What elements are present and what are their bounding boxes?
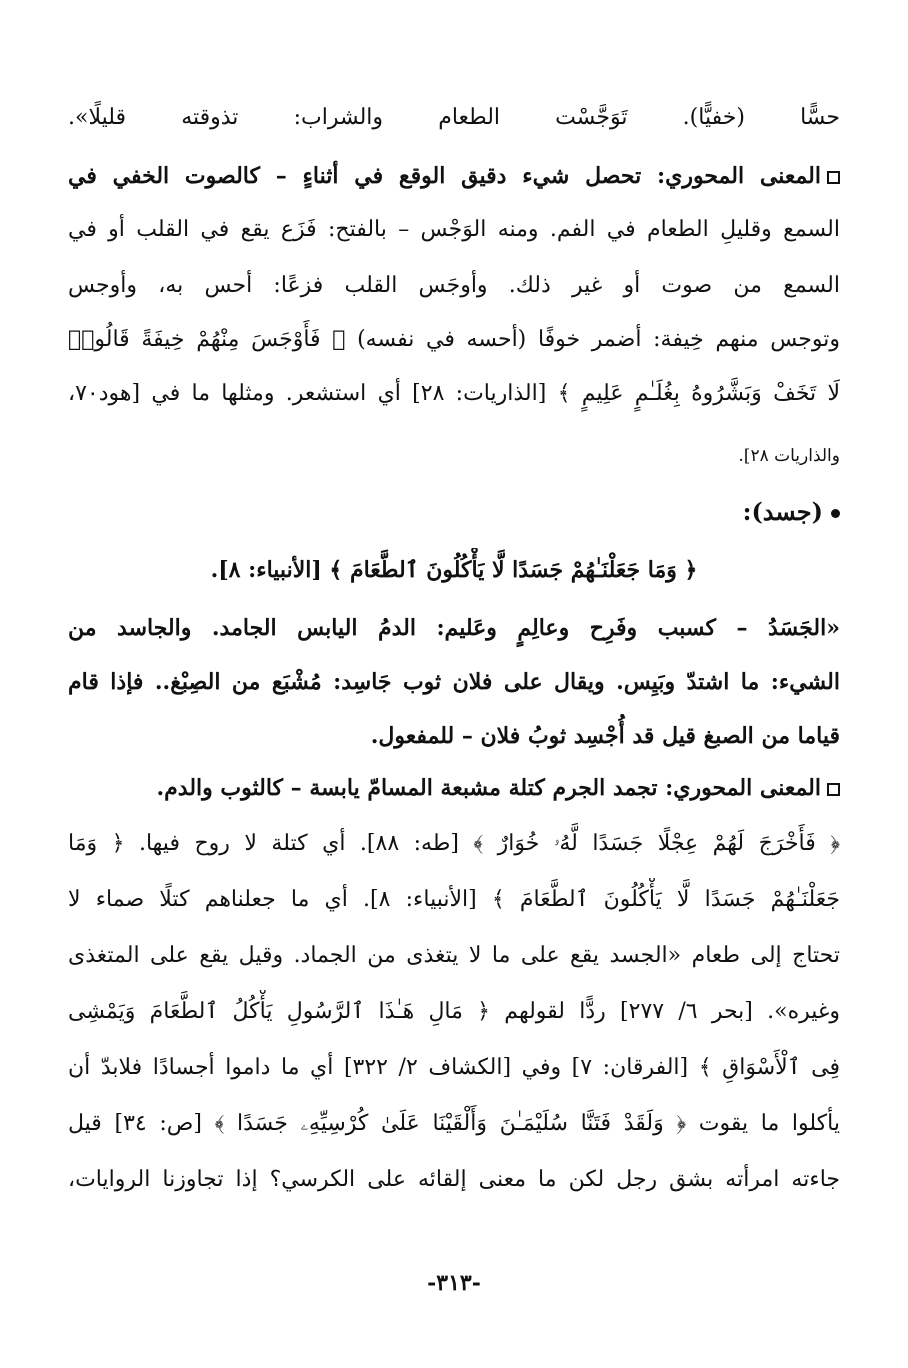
text-line: جاءته امرأته بشق رجل لكن ما معنى إلقائه على الكرسي؟ إذا تجاوزنا الروايات، (68, 1167, 840, 1192)
entry-heading: (جسد): (68, 490, 840, 534)
text-line: والذاريات ٢٨]. (738, 446, 840, 466)
text-line: السمع من صوت أو غير ذلك. وأوجَس القلب فزعًا: أحس به، وأوجس (68, 273, 840, 298)
quran-verse-heading: ﴿ وَمَا جَعَلْنَـٰهُمْ جَسَدًا لَّا يَأْكُلُونَ ٱلطَّعَامَ ﴾ [الأنبياء: ٨]. (210, 557, 698, 583)
text-line: جَعَلْنَـٰهُمْ جَسَدًا لَّا يَأْكُلُونَ ٱلطَّعَامَ ﴾ [الأنبياء: ٨]. أي ما جعلناهم كتلًا صماء لا (68, 887, 840, 912)
text-line: وتوجس منهم خِيفة: أضمر خوفًا (أحسه في نفسه) ﴿ فَأَوْجَسَ مِنْهُمْ خِيفَةً قَالُوا۟ (68, 327, 840, 352)
text-line: تحتاج إلى طعام «الجسد يقع على ما لا يتغذى من الجماد. وقيل يقع على المتغذى (68, 943, 840, 968)
text-line: الشيء: ما اشتدّ وبَيِس. ويقال على فلان ثوب جَاسِد: مُشْبَع من الصِبْغ.. فإذا قام (68, 669, 840, 695)
text-line: فِى ٱلْأَسْوَاقِ ﴾ [الفرقان: ٧] وفي [الكشاف ٢/ ٣٢٢] أي ما داموا أجسادًا فلابدّ أن (68, 1055, 840, 1080)
text-line: قياما من الصبغ قيل قد أُجْسِد ثوبُ فلان – للمفعول. (370, 723, 840, 749)
bullet-icon (831, 509, 840, 518)
square-marker-icon (827, 171, 840, 184)
paragraph-meaning-1: المعنى المحوري: تحصل شيء دقيق الوقع في أثناءٍ – كالصوت الخفي في (68, 154, 840, 198)
paragraph-meaning-2: المعنى المحوري: تجمد الجرم كتلة مشبعة المسامّ يابسة – كالثوب والدم. (68, 766, 840, 810)
page-number: -٣١٣- (427, 1270, 481, 1296)
text-line: يأكلوا ما يقوت ﴿ وَلَقَدْ فَتَنَّا سُلَيْمَـٰنَ وَأَلْقَيْنَا عَلَىٰ كُرْسِيِّهِۦ جَسَدًا ﴾ [ص: ٣٤] قيل (68, 1111, 840, 1136)
text-line: لَا تَخَفْ وَبَشَّرُوهُ بِغُلَـٰمٍ عَلِيمٍ ﴾ [الذاريات: ٢٨] أي استشعر. ومثلها ما في [هود٧٠، (68, 381, 840, 406)
square-marker-icon (827, 783, 840, 796)
text-line: ﴿ فَأَخْرَجَ لَهُمْ عِجْلًا جَسَدًا لَّهُۥ خُوَارٌ ﴾ [طه: ٨٨]. أي كتلة لا روح فيها. ﴿ وَمَا (68, 831, 840, 856)
text-line: السمع وقليلِ الطعام في الفم. ومنه الوَجْس – بالفتح: فَزَع يقع في القلب أو في (68, 217, 840, 242)
text-line: وغيره». [بحر ٦/ ٢٧٧] ردًّا لقولهم ﴿ مَالِ هَـٰذَا ٱلرَّسُولِ يَأْكُلُ ٱلطَّعَامَ وَيَمْشِى (68, 999, 840, 1024)
text-line: حسًّا (خفيًّا). تَوَجَّسْت الطعام والشراب: تذوقته قليلًا». (68, 105, 840, 130)
text-line: «الجَسَدُ – كسبب وفَرِح وعالِمٍ وعَليم: الدمُ اليابس الجامد. والجاسد من (68, 615, 840, 641)
